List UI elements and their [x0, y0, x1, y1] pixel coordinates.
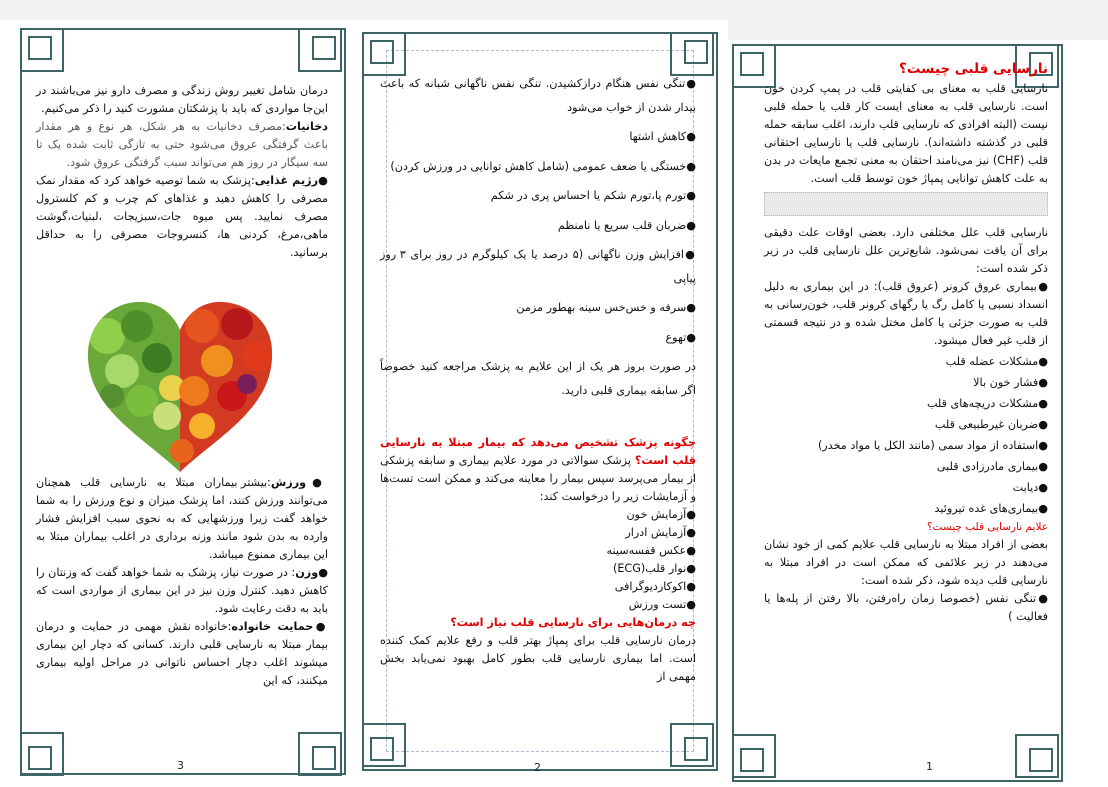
page-2: [360, 20, 728, 787]
family-label: ●حمایت خانواده: [231, 620, 329, 633]
test-item: ●آزمایش خون: [626, 508, 696, 521]
test-item: ●تست ورزش: [628, 598, 696, 611]
symptom-item: ●تهوع: [665, 330, 696, 344]
weight-paragraph: [36, 564, 328, 618]
exercise-paragraph: [36, 474, 328, 564]
exercise-text: :بیشتر بیماران مبتلا به نارسایی قلب همچنان می‌توانند ورزش کنند، اما پزشک میزان و نوع ورزش را به شما خواهد گفت زیرا ورزشهایی که به نحوی سبب افزایش فشار وارده به بدن شود مانند وزنه برداری در اغلب بیماران مبتلا به این بیماری ممنوع میباشد.: [36, 476, 328, 561]
symptom-item: ●خستگی یا ضعف عمومی (شامل کاهش توانایی در ورزش کردن): [390, 159, 696, 173]
symptom-item: ●تنگی نفس (خصوصا زمان راه‌رفتن، بالا رفتن از پله‌ها یا فعالیت ): [764, 592, 1048, 623]
treatment-intro: درمان شامل تغییر روش زندگی و مصرف دارو نیز می‌باشند در این‌جا مواردی که باید با پزشکتان مشورت کنید را ذکر می‌کنیم.: [36, 84, 328, 115]
corner-ornament: [298, 28, 344, 74]
page-3: [0, 20, 360, 787]
smoking-paragraph: [36, 118, 328, 172]
causes-intro: نارسایی قلب علل مختلفی دارد. بعضی اوقات علت دقیقی برای آن یافت نمی‌شود. شایع‌ترین علل نارسایی قلب در زیر ذکر شده است:: [764, 226, 1048, 275]
page-number: 3: [177, 759, 184, 772]
test-item: ●نوار قلب(ECG): [612, 562, 696, 575]
page-1: [728, 40, 1108, 787]
page-3-bottom-text: [36, 474, 328, 690]
test-item: ●عکس قفسه‌سینه: [606, 544, 696, 557]
family-text: :خانواده نقش مهمی در حمایت و درمان بیمار مبتلا به نارسایی قلبی دارند. کسانی که دچار این بیماری میشوند اغلب دچار احساس ناتوانی در مراحل اولیه بیماری میکنند، که این: [36, 620, 328, 687]
definition-paragraph: نارسایی قلب به معنای بی کفایتی قلب در پمپ کردن خون است. نارسایی قلب به معنای ایست کار قلب یا حمله قلبی نیست (البته افرادی که نارسایی قلب دارند، اغلب سابقه حمله قلبی در گذشته داشته‌اند). نارسایی قلب یا نارسایی احتقانی قلب (CHF) نیز می‌نامند احتقان به معنی تجمع مایعات در بدن به علت کاهش توانایی پمپاژ خون توسط قلب است.: [764, 82, 1048, 185]
symptoms-intro: بعضی از افراد مبتلا به نارسایی قلب علایم کمی از خود نشان می‌دهند در زیر علائمی که ممکن است در افراد مبتلا به نارسایی قلب دیده شود، ذکر شده است:: [764, 538, 1048, 587]
page-number: 2: [534, 761, 541, 774]
symptom-item: ●سرفه و خس‌خس سینه بهطور مزمن: [516, 301, 696, 314]
page-2-symptom-list: [380, 72, 696, 402]
symptom-item: ●کاهش اشتها: [629, 130, 696, 143]
symptom-item: ●تنگی نفس هنگام درازکشیدن. تنگی نفس ناگهانی شبانه که باعث بیدار شدن از خواب می‌شود: [380, 77, 696, 114]
cause-item: ●مشکلات دریچه‌های قلب: [926, 397, 1048, 410]
symptom-item: ●افزایش وزن ناگهانی (۵ درصد یا یک کیلوگرم در روز برای ۳ روز پیاپی: [380, 248, 696, 285]
cause-item: ●فشار خون بالا: [973, 376, 1048, 389]
diagnosis-paragraph: [380, 434, 696, 506]
corner-ornament: [670, 723, 716, 769]
weight-text: : در صورت نیاز، پزشک به شما خواهد گفت که وزنتان را کاهش دهید. کنترل وزن نیز در این بیماری از مواردی است که باید به دقت رعایت شود.: [36, 566, 328, 615]
corner-ornament: [20, 732, 66, 778]
page-1-content: [764, 58, 1048, 626]
diet-paragraph: [36, 172, 328, 262]
cause-item: ●استفاده از مواد سمی (مانند الکل یا مواد مخدر): [817, 439, 1048, 452]
family-paragraph: [36, 618, 328, 690]
corner-ornament: [298, 732, 344, 778]
test-item: ●آزمایش ادرار: [625, 526, 696, 539]
diagnosis-text: پزشک سوالاتی در مورد علایم بیماری و سابقه پزشکی از بیمار می‌پرسد سپس بیمار را معاینه می‌کند و ممکن است تست‌ها و آزمایشات زیر را درخواست کند:: [380, 454, 696, 503]
page-title: نارسایی قلبی چیست؟: [898, 61, 1048, 77]
symptom-item: ●ضربان قلب سریع یا نامنظم: [557, 218, 696, 232]
cause-item: ●مشکلات عضله قلب: [945, 355, 1048, 368]
corner-ornament: [732, 734, 778, 780]
exercise-label: ●ورزش: [270, 476, 328, 489]
cause-item: ●بیماری عروق کرونر (عروق قلب): در این بیماری به دلیل انسداد نسبی یا کامل رگ یا رگهای کرونر قلب، خون‌رسانی به قلب به صورت جزئی یا کامل مختل شده و در نتیجه قسمتی از قلب غیر فعال میشود.: [764, 280, 1048, 347]
test-item: ●اکوکاردیوگرافی: [614, 580, 696, 593]
diet-text: :پزشک به شما توصیه خواهد کرد که مقدار نمک مصرفی را کاهش دهید و غذاهای کم چرب و کم کلسترول مصرف نمایید. پس میوه جات،سبزیجات ،لبنیات،گوشت ماهی،مرغ، کردنی ها، کنسروجات مصرفی را به حداقل برسانید.: [36, 174, 328, 259]
smoking-label: دخانیات: [285, 120, 328, 133]
weight-label: ●وزن: [295, 566, 328, 579]
cause-item: ●دیابت: [1012, 481, 1048, 494]
corner-ornament: [1015, 734, 1061, 780]
page-2-diagnosis: [380, 434, 696, 686]
page-number: 1: [926, 760, 933, 773]
treatment-text: درمان نارسایی قلب برای پمپاژ بهتر قلب و رفع علایم کمک کننده است. اما بیماری نارسایی قلب بطور کامل بهبود نمی‌یابد بخش مهمی از: [380, 634, 696, 683]
symptom-item: ●تورم پا،تورم شکم یا احساس پری در شکم: [490, 189, 696, 202]
vegetable-heart-image: [82, 296, 278, 476]
treatment-heading: چه درمان‌هایی برای نارسایی قلب نیاز است؟: [450, 616, 696, 629]
diagnosis-heading: چگونه پزشک تشخیص می‌دهد که بیمار مبتلا به نارسایی قلب است؟: [380, 436, 696, 467]
diet-label: ●رژیم غذایی: [254, 174, 328, 187]
symptoms-heading: علایم نارسایی قلب چیست؟: [926, 521, 1048, 533]
corner-ornament: [20, 28, 66, 74]
smoking-text: :مصرف دخانیات به هر شکل، هر نوع و هر مقدار باعث گرفتگی عروق می‌شود حتی به تازگی ثابت شده یک تا سه سیگار در روز هم می‌تواند سبب گرفتگی عروق شود.: [36, 120, 328, 169]
doctor-advice: در صورت بروز هر یک از این علایم به پزشک مراجعه کنید خصوصاً اگر سابقه بیماری قلبی دارید.: [380, 360, 696, 397]
cause-item: ●بیماری مادرزادی قلبی: [936, 460, 1048, 473]
cause-item: ●ضربان غیرطبیعی قلب: [934, 418, 1048, 431]
page-3-top-text: [36, 82, 328, 262]
corner-ornament: [362, 723, 408, 769]
cause-item: ●بیماری‌های غده تیروئید: [934, 502, 1048, 515]
shaded-blank-line: [764, 192, 1048, 216]
